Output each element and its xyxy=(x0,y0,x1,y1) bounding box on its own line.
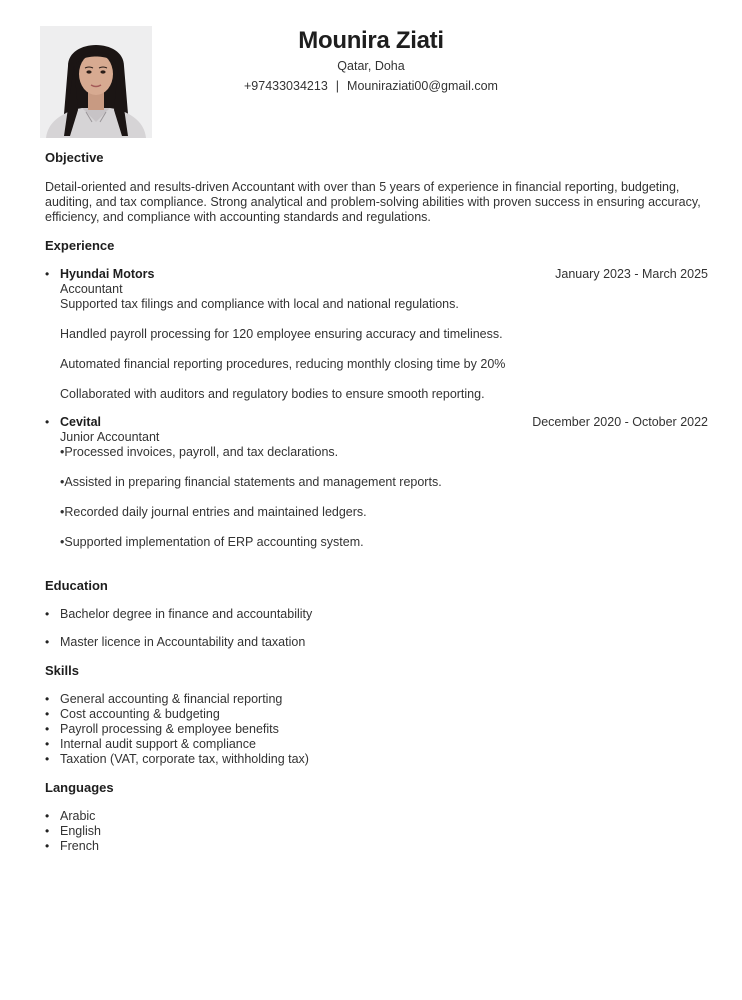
job-dates: January 2023 - March 2025 xyxy=(555,267,708,281)
languages-list xyxy=(45,809,708,854)
job-duty: •Supported implementation of ERP accounting system. xyxy=(60,535,364,549)
skill-text: Internal audit support & compliance xyxy=(60,737,256,751)
skills-list xyxy=(45,692,708,767)
education-heading: Education xyxy=(45,578,108,593)
skill-item xyxy=(45,707,708,722)
skill-item xyxy=(45,692,708,707)
bullet-icon: • xyxy=(45,415,50,429)
education-item xyxy=(45,607,708,622)
job-duty: •Processed invoices, payroll, and tax declarations. xyxy=(60,445,339,459)
candidate-name: Mounira Ziati xyxy=(298,27,444,54)
bullet-icon: • xyxy=(45,722,50,736)
skill-item xyxy=(45,752,708,767)
job-duty: Supported tax filings and compliance with local and national regulations. xyxy=(60,297,459,311)
language-item xyxy=(45,824,708,839)
skill-text: Taxation (VAT, corporate tax, withholding tax) xyxy=(60,752,309,766)
bullet-icon: • xyxy=(45,707,50,721)
contact-separator: | xyxy=(335,79,340,93)
company-name: Cevital xyxy=(60,415,101,429)
candidate-location: Qatar, Doha xyxy=(337,59,405,73)
bullet-icon: • xyxy=(45,737,50,751)
job-role: Junior Accountant xyxy=(60,430,160,444)
portrait-illustration xyxy=(40,26,152,138)
phone-number: +97433034213 xyxy=(244,79,328,93)
job-role: Accountant xyxy=(60,282,123,296)
language-text: Arabic xyxy=(60,809,96,823)
language-text: English xyxy=(60,824,101,838)
job-header-row xyxy=(60,267,708,282)
skill-item xyxy=(45,737,708,752)
skills-heading: Skills xyxy=(45,663,79,678)
language-item xyxy=(45,839,708,854)
experience-list xyxy=(45,267,708,550)
profile-photo xyxy=(40,26,152,138)
bullet-icon: • xyxy=(45,692,50,706)
objective-text: Detail-oriented and results-driven Accountant with over than 5 years of experience in financial reporting, budgeting, auditing, and tax compliance. Strong analytical and problem-solving abilities with proven success in ensuring accuracy, efficiency, and compliance with accounting standards and regulations. xyxy=(45,180,701,224)
education-list xyxy=(45,607,708,650)
job-duty: •Recorded daily journal entries and maintained ledgers. xyxy=(60,505,367,519)
languages-heading: Languages xyxy=(45,780,114,795)
language-item xyxy=(45,809,708,824)
education-text: Bachelor degree in finance and accountability xyxy=(60,607,313,621)
resume-header xyxy=(152,26,590,95)
experience-item xyxy=(45,415,708,550)
resume-body xyxy=(45,150,708,854)
bullet-icon: • xyxy=(45,839,50,853)
job-duty: •Assisted in preparing financial statements and management reports. xyxy=(60,475,442,489)
skill-text: General accounting & financial reporting xyxy=(60,692,283,706)
job-dates: December 2020 - October 2022 xyxy=(532,415,708,429)
job-duty: Handled payroll processing for 120 employee ensuring accuracy and timeliness. xyxy=(60,327,503,341)
skill-text: Payroll processing & employee benefits xyxy=(60,722,279,736)
bullet-icon: • xyxy=(45,607,50,621)
job-duty: Collaborated with auditors and regulatory bodies to ensure smooth reporting. xyxy=(60,387,485,401)
bullet-icon: • xyxy=(45,809,50,823)
language-text: French xyxy=(60,839,99,853)
bullet-icon: • xyxy=(45,267,50,281)
objective-heading: Objective xyxy=(45,150,104,165)
education-item xyxy=(45,635,708,650)
email-address: Mouniraziati00@gmail.com xyxy=(347,79,498,93)
education-text: Master licence in Accountability and taxation xyxy=(60,635,306,649)
company-name: Hyundai Motors xyxy=(60,267,155,281)
job-duty: Automated financial reporting procedures, reducing monthly closing time by 20% xyxy=(60,357,506,371)
job-header-row xyxy=(60,415,708,430)
experience-heading: Experience xyxy=(45,238,115,253)
contact-line xyxy=(152,78,590,95)
bullet-icon: • xyxy=(45,824,50,838)
skill-item xyxy=(45,722,708,737)
skill-text: Cost accounting & budgeting xyxy=(60,707,220,721)
bullet-icon: • xyxy=(45,752,50,766)
bullet-icon: • xyxy=(45,635,50,649)
experience-item xyxy=(45,267,708,402)
